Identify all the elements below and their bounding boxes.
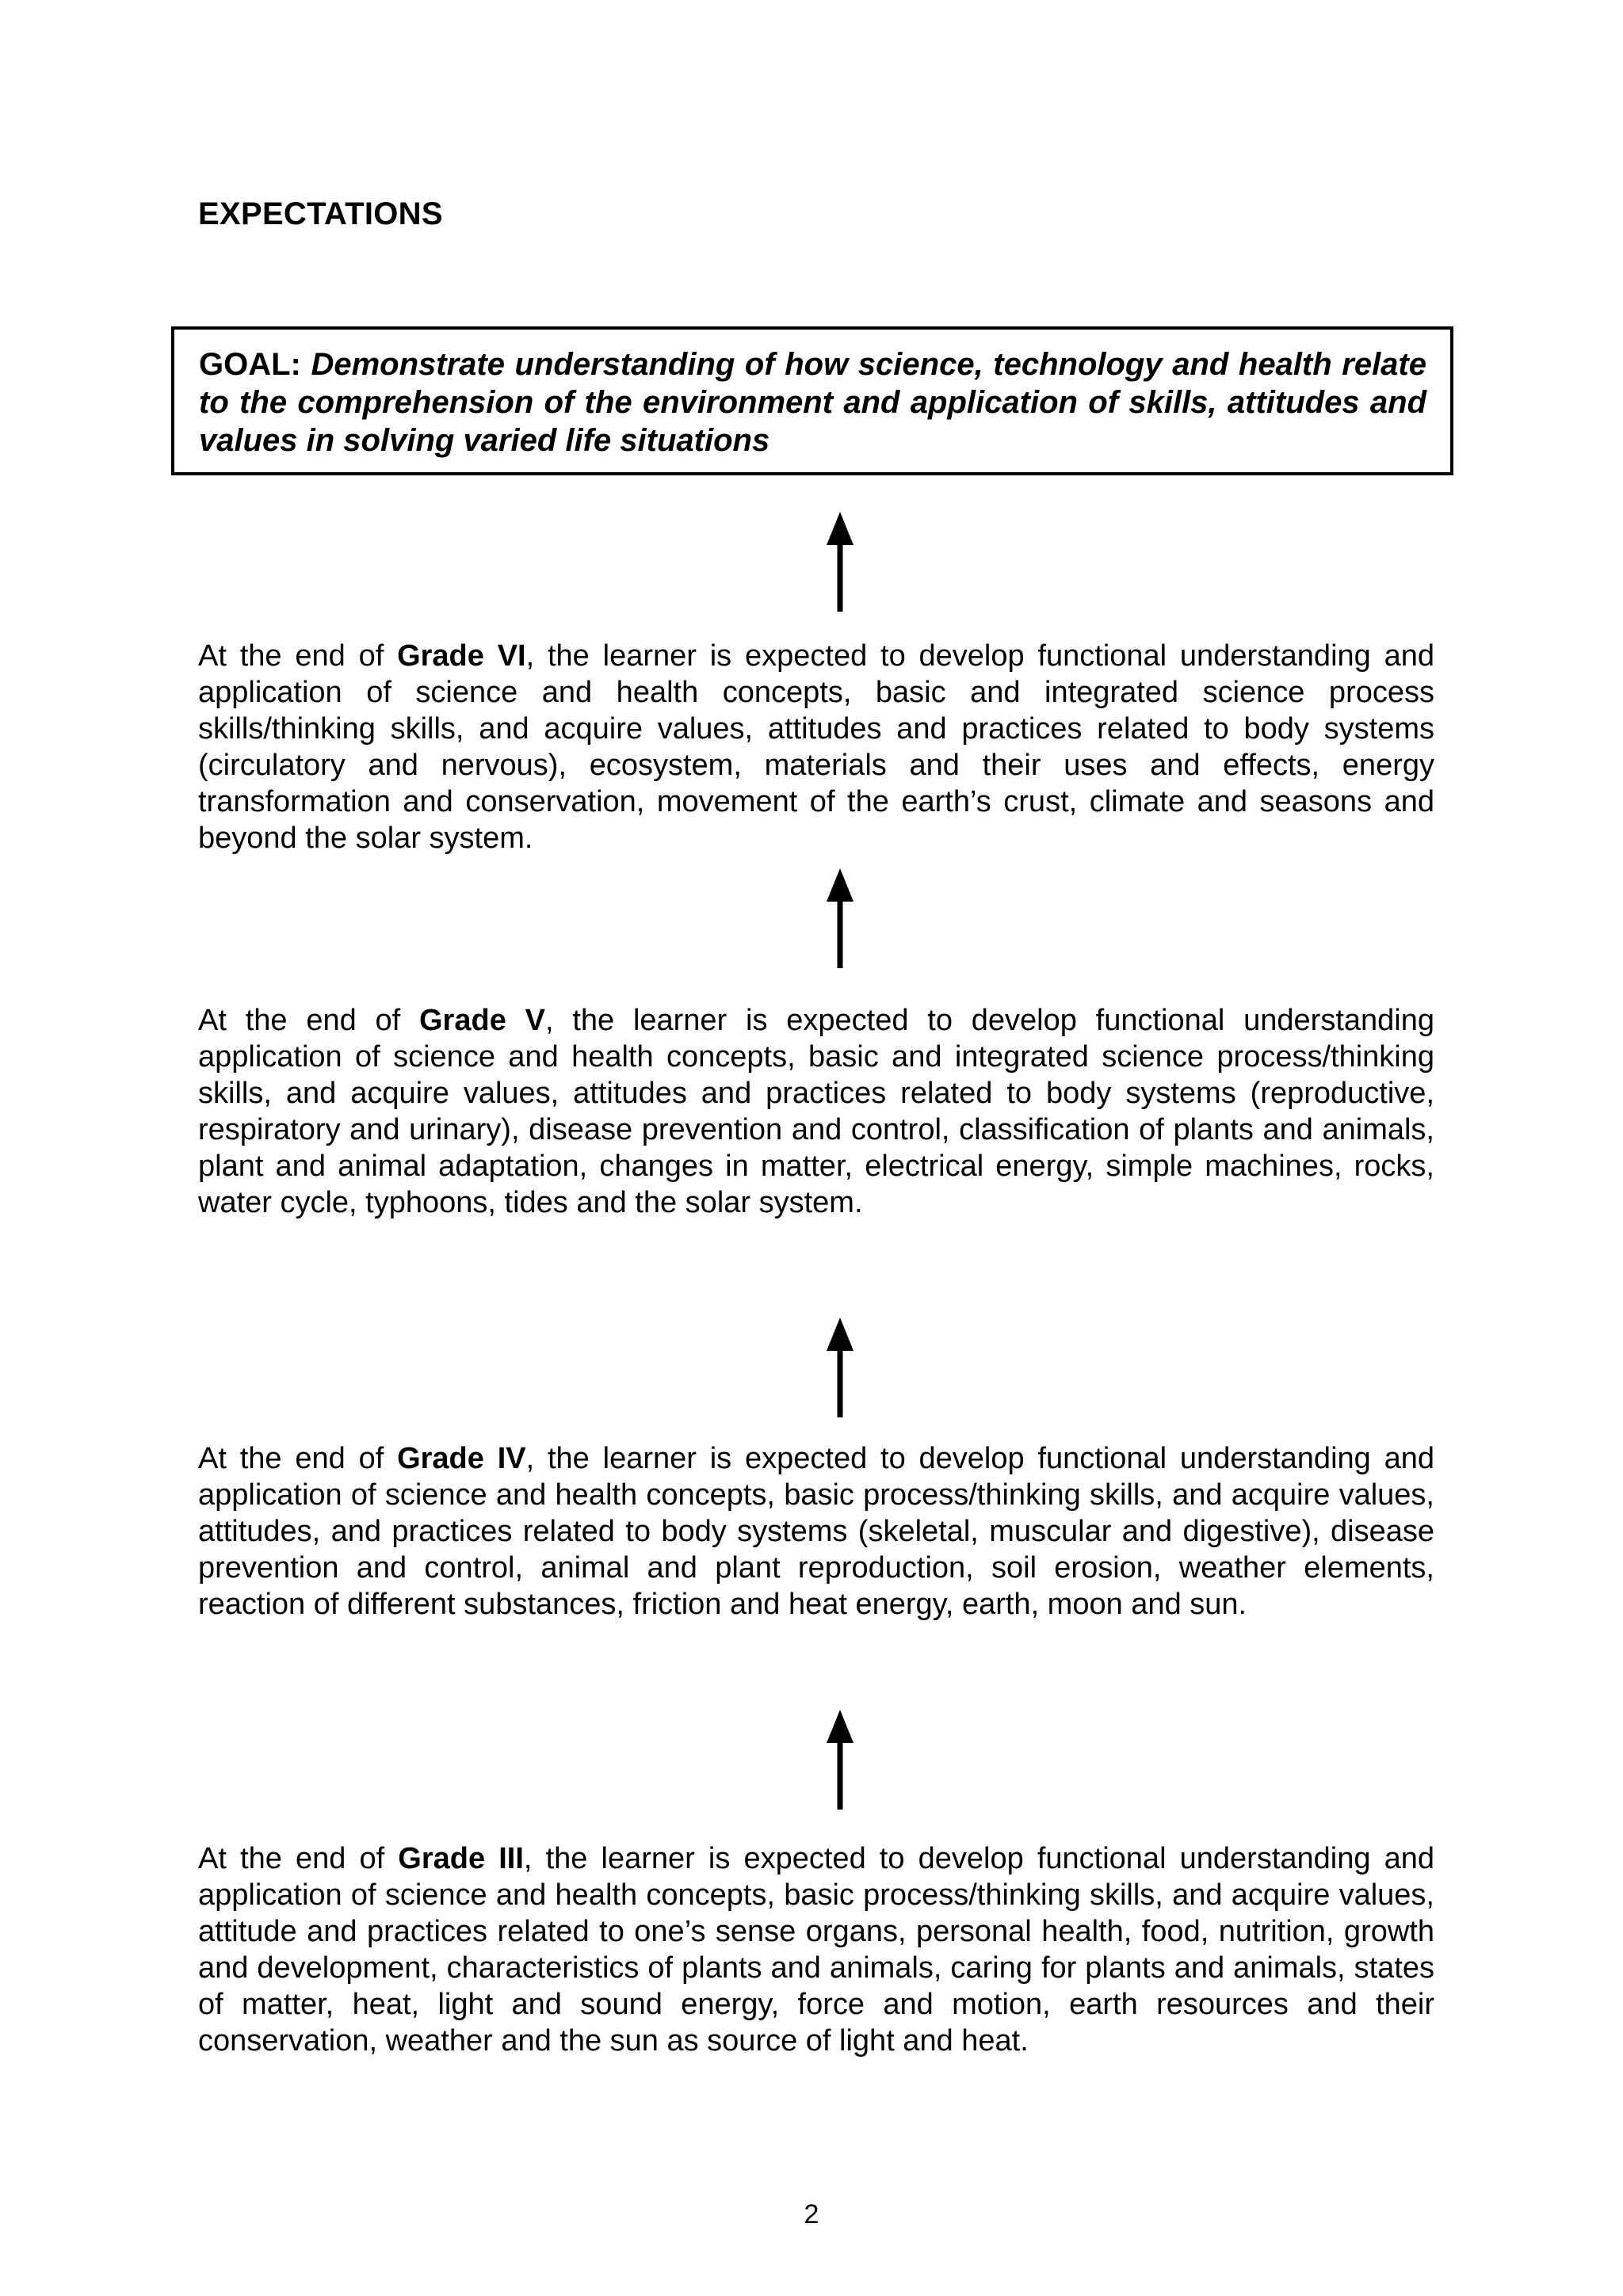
grade-iv-prefix: At the end of: [198, 1442, 398, 1475]
grade-vi-text: , the learner is expected to develop functional understanding and application of science and health concepts, basic and integrated science process skills/thinking skills, and acquire values, attitudes and practices related to body systems (circulatory and nervous), ecosystem, materials and their uses and effects, energy transformation and conservation, movement of the earth’s crust, climate and seasons and beyond the solar system.: [198, 639, 1434, 855]
goal-statement: [199, 345, 1426, 460]
page-heading: EXPECTATIONS: [198, 196, 443, 231]
grade-vi-expectation: [198, 638, 1434, 856]
grade-iv-expectation: [198, 1440, 1434, 1623]
up-arrow-icon: [824, 1318, 856, 1419]
grade-iii-text: , the learner is expected to develop functional understanding and application of science and health concepts, basic process/thinking skills, and acquire values, attitude and practices related to one’s sense organs, personal health, food, nutrition, growth and development, characteristics of plants and animals, caring for plants and animals, states of matter, heat, light and sound energy, force and motion, earth resources and their conservation, weather and the sun as source of light and heat.: [198, 1842, 1434, 2058]
goal-box: [171, 326, 1453, 475]
grade-vi-prefix: At the end of: [198, 639, 398, 673]
grade-iii-prefix: At the end of: [198, 1842, 399, 1875]
goal-text: Demonstrate understanding of how science, technology and health relate to the comprehension of the environment and application of skills, attitudes and values in solving varied life situations: [199, 347, 1426, 458]
grade-vi-label: Grade VI: [397, 639, 526, 673]
up-arrow-icon: [824, 868, 856, 970]
page-number: 2: [804, 2199, 819, 2229]
grade-v-expectation: [198, 1002, 1434, 1221]
grade-v-prefix: At the end of: [198, 1004, 419, 1037]
grade-iv-label: Grade IV: [397, 1442, 526, 1475]
grade-iii-label: Grade III: [398, 1842, 524, 1875]
grade-iv-text: , the learner is expected to develop functional understanding and application of science and health concepts, basic process/thinking skills, and acquire values, attitudes, and practices related to body systems (skeletal, muscular and digestive), disease prevention and control, animal and plant reproduction, soil erosion, weather elements, reaction of different substances, friction and heat energy, earth, moon and sun.: [198, 1442, 1434, 1621]
grade-v-text: , the learner is expected to develop functional understanding application of science and health concepts, basic and integrated science process/thinking skills, and acquire values, attitudes and practices related to body systems (reproductive, respiratory and urinary), disease prevention and control, classification of plants and animals, plant and animal adaptation, changes in matter, electrical energy, simple machines, rocks, water cycle, typhoons, tides and the solar system.: [198, 1004, 1434, 1219]
up-arrow-icon: [824, 512, 856, 613]
grade-iii-expectation: [198, 1840, 1434, 2059]
up-arrow-icon: [824, 1710, 856, 1811]
grade-v-label: Grade V: [419, 1004, 545, 1037]
goal-label: GOAL:: [199, 347, 301, 382]
